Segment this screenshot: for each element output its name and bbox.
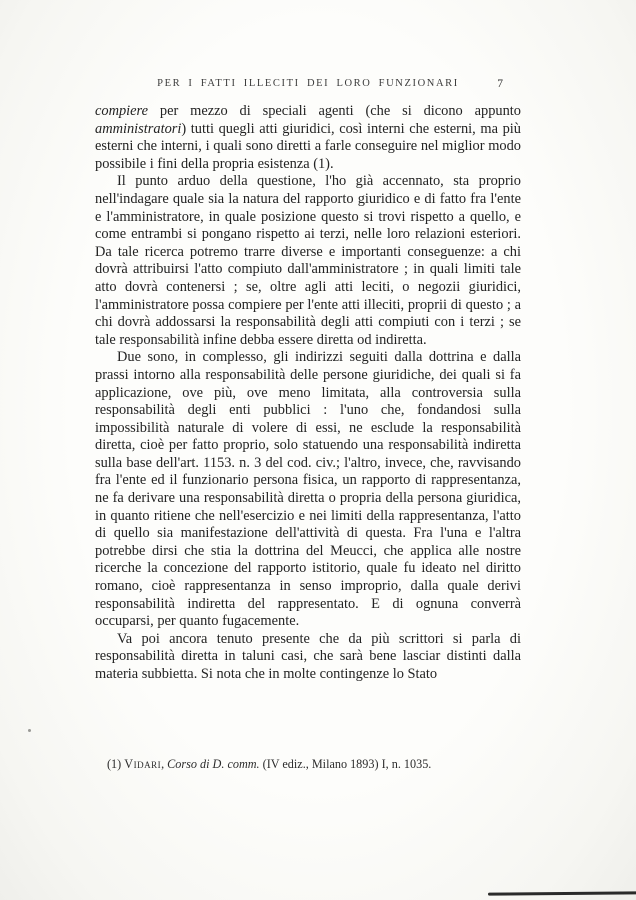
scan-edge-artifact	[488, 891, 636, 895]
footnote-separator: ,	[161, 757, 168, 771]
footnote-marker: (1)	[107, 757, 125, 771]
italic-lead-word: compiere	[95, 103, 149, 119]
body-text	[95, 103, 521, 684]
paragraph-text: per mezzo di speciali agenti (che si dicono appunto	[148, 103, 521, 119]
footnote-author: Vidari	[124, 757, 162, 771]
page-header	[95, 78, 521, 90]
paragraph-2: Il punto arduo della questione, l'ho già accennato, sta proprio nell'indagare quale sia la natura del rapporto giuridico e di fatto fra l'ente e l'amministratore, in quale posizione questo si trovi rispetto a quello, e come entrambi si pongano rispetto ai terzi, nelle loro relazioni esteriori. Da tale ricerca potremo trarre diverse e importanti conseguenze: a chi dovrà attribuirsi l'atto compiuto dall'amministratore ; in quali limiti tale atto dovrà contenersi ; se, oltre agli atti leciti, o negozii giuridici, l'amministratore possa compiere per l'ente atti illeciti, proprii di questo ; a chi dovrà addossarsi la responsabilità degli atti compiuti con i terzi ; se tale responsabilità infine debba essere diretta od indiretta.	[95, 173, 521, 348]
italic-term-amministratori: amministratori	[95, 120, 182, 137]
footnote-reference: (IV ediz., Milano 1893) I, n. 1035.	[259, 757, 432, 771]
footnote-work-title: Corso di D. comm.	[167, 757, 260, 771]
paragraph-1	[95, 103, 521, 173]
page-content	[95, 78, 521, 684]
scan-speck	[28, 729, 31, 732]
paragraph-4: Va poi ancora tenuto presente che da più scrittori si parla di responsabilità diretta in taluni casi, che sarà bene lasciar distinti dalla materia subbietta. Si nota che in molte contingenze lo Stato	[95, 630, 521, 682]
footnote	[95, 757, 521, 772]
page-number: 7	[497, 78, 503, 90]
paragraph-3: Due sono, in complesso, gli indirizzi seguiti dalla dottrina e dalla prassi intorno alla responsabilità delle persone giuridiche, dei quali si fa applicazione, ove più, ove meno limitata, alla controversia sulla responsabilità degli enti pubblici : l'uno che, fondandosi sulla impossibilità naturale di volere di essi, ne esclude la responsabilità diretta, cioè per fatto proprio, solo statuendo una responsabilità indiretta sulla base dell'art. 1153. n. 3 del cod. civ.; l'altro, invece, che, ravvisando fra l'ente ed il funzionario persona fisica, un rapporto di rappresentanza, ne fa derivare una responsabilità diretta o propria della persona giuridica, in quanto ritiene che nell'esercizio e nei limiti della rappresentanza, l'atto di quello sia manifestazione dell'attività di questa. Fra l'una e l'altra potrebbe dirsi che stia la dottrina del Meucci, che applica alle nostre ricerche la concezione del rapporto istitorio, quale fu ideato nel diritto romano, cioè rappresentanza in senso improprio, dalla quale derivi responsabilità indiretta del rappresentato. E di ognuna converrà occuparsi, per quanto fugacemente.	[95, 349, 521, 630]
paragraph-text: ) tutti quegli atti giuridici, così interni che esterni, ma più esterni che interni, i quali sono diretti a farle conseguire nel miglior modo possibile i fini della propria esistenza (1).	[95, 120, 521, 172]
running-title: PER I FATTI ILLECITI DEI LORO FUNZIONARI	[157, 78, 459, 89]
